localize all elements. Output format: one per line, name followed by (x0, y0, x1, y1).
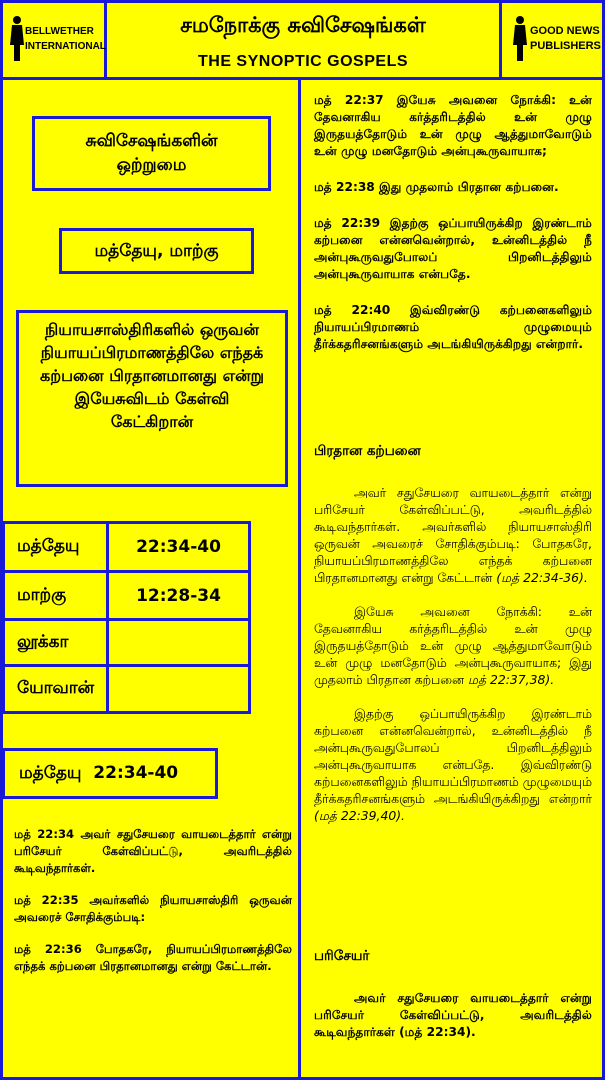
verse-22-35: மத் 22:35 அவர்களில் நியாயசாஸ்திரி ஒருவன் அவரைச் சோதிக்கும்படி: (14, 893, 292, 924)
commentary-para2 (314, 603, 592, 688)
verse-22-34: மத் 22:34 அவர் சதுசேயரை வாயடைத்தார் என்று பரிசேயர் கேள்விப்பட்டு, அவரிடத்தில் கூடிவந்தார்கள். (14, 827, 292, 875)
right-verses (314, 92, 592, 353)
table-ref-mark: 12:28-34 (106, 570, 251, 621)
good-news-logo-line1: GOOD NEWS (530, 25, 600, 37)
table-ref-luke (106, 618, 251, 667)
bellwether-logo-line1: BELLWETHER (25, 26, 94, 37)
summary-box: நியாயசாஸ்திரிகளில் ஒருவன் நியாயப்பிரமாணத்திலே எந்தக் கற்பனை பிரதானமானது என்று இயேசுவிடம் கேள்வி கேட்கிறான் (16, 310, 288, 487)
good-news-logo-line2: PUBLISHERS (530, 40, 601, 52)
title-area (107, 3, 499, 77)
table-book-luke: லூக்கா (2, 618, 109, 667)
section-title: சுவிசேஷங்களின் ஒற்றுமை (32, 116, 271, 191)
verse-22-39: மத் 22:39 இதற்கு ஒப்பாயிருக்கிற இரண்டாம் கற்பனை என்னவென்றால், உன்னிடத்தில் நீ அன்புகூருவதுபோலப் பிறனிடத்திலும் அன்புகூருவாயாக என்பதே. (314, 216, 592, 281)
pharisees-section (314, 990, 592, 1041)
commentary-para1 (314, 484, 592, 586)
verse-22-40: மத் 22:40 இவ்விரண்டு கற்பனைகளிலும் நியாயப்பிரமாணம் முழுமையும் தீர்க்கதரிசனங்களும் அடங்கியிருக்கிறது என்றார். (314, 303, 592, 351)
gospels-label: மத்தேயு, மாற்கு (59, 228, 254, 274)
verse-22-37: மத் 22:37 இயேசு அவனை நோக்கி: உன் தேவனாகிய கர்த்தரிடத்தில் உன் முழு இருதயத்தோடும் உன் முழு ஆத்துமாவோடும் உன் முழு மனதோடும் அன்புகூருவாயாக; (314, 93, 592, 158)
figure-icon (512, 15, 528, 61)
commentary-para3 (314, 705, 592, 824)
pharisees-para: அவர் சதுசேயரை வாயடைத்தார் என்று பரிசேயர் கேள்விப்பட்டு, அவரிடத்தில் கூடிவந்தார்கள் (மத் 22:34). (314, 991, 592, 1039)
para3-ref: (மத் 22:39,40). (314, 808, 405, 823)
table-book-matthew: மத்தேயு (2, 521, 109, 573)
commentary (314, 484, 592, 824)
verse-22-36: மத் 22:36 போதகரே, நியாயப்பிரமாணத்திலே எந்தக் கற்பனை பிரதானமானது என்று கேட்டான். (14, 942, 292, 973)
title-english: THE SYNOPTIC GOSPELS (197, 53, 409, 70)
heading-main-commandment: பிரதான கற்பனை (314, 443, 421, 459)
para2-ref: மத் 22:37,38). (467, 672, 555, 687)
para2-text: இயேசு அவனை நோக்கி: உன் தேவனாகிய கர்த்தரிடத்தில் உன் முழு இருதயத்தோடும் உன் முழு ஆத்துமாவோடும் உன் முழு மனதோடும் அன்புகூருவாயாக; இது முதலாம் பிரதான கற்பனை (314, 604, 592, 687)
bellwether-logo (3, 3, 107, 77)
bellwether-logo-line2: INTERNATIONAL (25, 41, 106, 52)
title-tamil: சமநோக்கு சுவிசேஷங்கள் (180, 13, 426, 37)
para1-text: அவர் சதுசேயரை வாயடைத்தார் என்று பரிசேயர் கேள்விப்பட்டு, அவரிடத்தில் கூடிவந்தார்கள். அவர்களில் நியாயசாஸ்திரி ஒருவன் அவரைச் சோதிக்கும்படி: போதகரே, நியாயப்பிரமாணத்திலே எந்தக் கற்பனை பிரதானமானது என்று கேட்டான் (314, 485, 592, 585)
table-book-john: யோவான் (2, 664, 109, 714)
para3-text: இதற்கு ஒப்பாயிருக்கிற இரண்டாம் கற்பனை என்னவென்றால், உன்னிடத்தில் நீ அன்புகூருவதுபோலப் பிறனிடத்திலும் அன்புகூருவாயாக என்பதே. இவ்விரண்டு கற்பனைகளிலும் நியாயப்பிரமாணம் முழுமையும் தீர்க்கதரிசனங்களும் அடங்கியிருக்கிறது என்றார் (314, 706, 592, 806)
verse-22-38: மத் 22:38 இது முதலாம் பிரதான கற்பனை. (314, 180, 559, 194)
table-book-mark: மாற்கு (2, 570, 109, 621)
left-verses (14, 826, 292, 975)
figure-icon (9, 15, 25, 61)
passage-label: மத்தேயு 22:34-40 (2, 748, 218, 799)
heading-pharisees: பரிசேயர் (314, 948, 370, 964)
table-ref-john (106, 664, 251, 714)
para1-ref: (மத் 22:34-36). (496, 570, 588, 585)
good-news-logo (499, 3, 602, 77)
table-ref-matthew: 22:34-40 (106, 521, 251, 573)
